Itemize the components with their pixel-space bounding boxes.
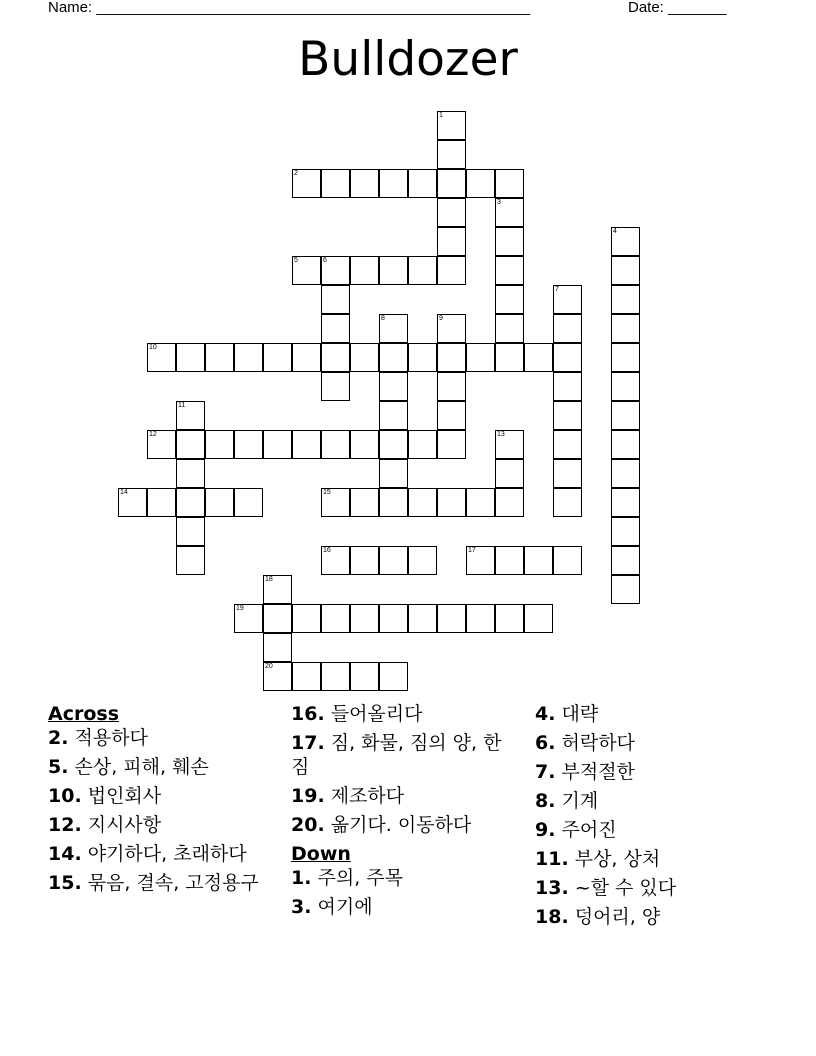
grid-cell[interactable]	[495, 198, 524, 227]
grid-cell[interactable]	[263, 604, 292, 633]
grid-cell[interactable]	[350, 343, 379, 372]
grid-cell[interactable]	[321, 285, 350, 314]
grid-cell[interactable]	[437, 372, 466, 401]
grid-cell[interactable]	[379, 343, 408, 372]
grid-cell[interactable]	[263, 633, 292, 662]
across-clue-20: 20. 옮기다. 이동하다	[291, 814, 472, 836]
down-clue-9: 9. 주어진	[535, 819, 617, 841]
grid-cell[interactable]	[321, 256, 350, 285]
grid-cell[interactable]	[350, 662, 379, 691]
grid-cell[interactable]	[321, 372, 350, 401]
grid-cell[interactable]	[408, 343, 437, 372]
grid-cell[interactable]	[263, 575, 292, 604]
grid-cell[interactable]	[321, 604, 350, 633]
grid-cell[interactable]	[176, 459, 205, 488]
name-field[interactable]: Name: ____________________________________________________	[48, 0, 531, 16]
across-heading: Across	[48, 703, 120, 725]
grid-cell[interactable]	[437, 343, 466, 372]
down-clue-8: 8. 기계	[535, 790, 599, 812]
date-field[interactable]: Date: _______	[628, 0, 727, 16]
grid-cell[interactable]	[408, 604, 437, 633]
grid-cell[interactable]	[321, 546, 350, 575]
grid-cell[interactable]	[408, 430, 437, 459]
clue-number: 14	[120, 489, 128, 496]
grid-cell[interactable]	[611, 575, 640, 604]
clue-number: 1	[439, 112, 443, 119]
clue-number: 10	[149, 344, 157, 351]
grid-cell[interactable]	[176, 546, 205, 575]
grid-cell[interactable]	[408, 169, 437, 198]
grid-cell[interactable]	[321, 488, 350, 517]
grid-cell[interactable]	[379, 604, 408, 633]
grid-cell[interactable]	[553, 430, 582, 459]
grid-cell[interactable]	[234, 430, 263, 459]
grid-cell[interactable]	[379, 314, 408, 343]
grid-cell[interactable]	[321, 314, 350, 343]
grid-cell[interactable]	[147, 430, 176, 459]
grid-cell[interactable]	[292, 430, 321, 459]
grid-cell[interactable]	[611, 372, 640, 401]
grid-cell[interactable]	[379, 430, 408, 459]
grid-cell[interactable]	[176, 430, 205, 459]
grid-cell[interactable]	[495, 314, 524, 343]
grid-cell[interactable]	[553, 343, 582, 372]
grid-cell[interactable]	[553, 314, 582, 343]
grid-cell[interactable]	[611, 546, 640, 575]
across-clue-10: 10. 법인회사	[48, 785, 162, 807]
page-title: Bulldozer	[298, 32, 518, 87]
grid-cell[interactable]	[553, 488, 582, 517]
clue-number: 8	[381, 315, 385, 322]
across-clue-17: 17. 짐, 화물, 짐의 양, 한 짐	[291, 732, 502, 778]
grid-cell[interactable]	[408, 488, 437, 517]
grid-cell[interactable]	[495, 285, 524, 314]
grid-cell[interactable]	[350, 488, 379, 517]
grid-cell[interactable]	[437, 314, 466, 343]
grid-cell[interactable]	[466, 488, 495, 517]
grid-cell[interactable]	[292, 343, 321, 372]
grid-cell[interactable]	[350, 604, 379, 633]
grid-cell[interactable]	[263, 343, 292, 372]
grid-cell[interactable]	[466, 604, 495, 633]
grid-cell[interactable]	[379, 459, 408, 488]
grid-cell[interactable]	[611, 430, 640, 459]
grid-cell[interactable]	[437, 401, 466, 430]
grid-cell[interactable]	[466, 546, 495, 575]
down-heading: Down	[291, 843, 351, 865]
grid-cell[interactable]	[350, 430, 379, 459]
grid-cell[interactable]	[553, 401, 582, 430]
grid-cell[interactable]	[205, 430, 234, 459]
grid-cell[interactable]	[176, 488, 205, 517]
across-clue-14: 14. 야기하다, 초래하다	[48, 843, 247, 865]
grid-cell[interactable]	[611, 314, 640, 343]
down-clue-13: 13. ~할 수 있다	[535, 877, 677, 899]
grid-cell[interactable]	[495, 227, 524, 256]
clue-number: 20	[265, 663, 273, 670]
grid-cell[interactable]	[350, 169, 379, 198]
grid-cell[interactable]	[437, 140, 466, 169]
grid-cell[interactable]	[611, 256, 640, 285]
clue-number: 17	[468, 547, 476, 554]
grid-cell[interactable]	[466, 343, 495, 372]
clue-number: 5	[294, 257, 298, 264]
grid-cell[interactable]	[147, 488, 176, 517]
grid-cell[interactable]	[379, 169, 408, 198]
clue-number: 3	[497, 199, 501, 206]
clue-number: 11	[178, 402, 186, 409]
grid-cell[interactable]	[176, 517, 205, 546]
down-clue-1: 1. 주의, 주목	[291, 867, 403, 889]
grid-cell[interactable]	[495, 430, 524, 459]
grid-cell[interactable]	[495, 546, 524, 575]
grid-cell[interactable]	[553, 546, 582, 575]
down-clue-3: 3. 여기에	[291, 896, 373, 918]
across-clue-15: 15. 묶음, 결속, 고정용구	[48, 872, 259, 894]
grid-cell[interactable]	[437, 169, 466, 198]
grid-cell[interactable]	[408, 546, 437, 575]
grid-cell[interactable]	[495, 459, 524, 488]
down-clue-11: 11. 부상, 상처	[535, 848, 661, 870]
grid-cell[interactable]	[466, 169, 495, 198]
grid-cell[interactable]	[321, 343, 350, 372]
grid-cell[interactable]	[292, 256, 321, 285]
down-clue-6: 6. 허락하다	[535, 732, 635, 754]
clue-number: 6	[323, 257, 327, 264]
grid-cell[interactable]	[524, 546, 553, 575]
grid-cell[interactable]	[408, 256, 437, 285]
grid-cell[interactable]	[437, 256, 466, 285]
grid-cell[interactable]	[263, 430, 292, 459]
grid-cell[interactable]	[350, 256, 379, 285]
grid-cell[interactable]	[611, 517, 640, 546]
clue-number: 2	[294, 170, 298, 177]
grid-cell[interactable]	[176, 401, 205, 430]
grid-cell[interactable]	[292, 169, 321, 198]
grid-cell[interactable]	[611, 459, 640, 488]
across-clue-12: 12. 지시사항	[48, 814, 162, 836]
grid-cell[interactable]	[437, 111, 466, 140]
grid-cell[interactable]	[147, 343, 176, 372]
clue-column-3	[535, 702, 755, 934]
grid-cell[interactable]	[379, 401, 408, 430]
grid-cell[interactable]	[234, 604, 263, 633]
grid-cell[interactable]	[321, 430, 350, 459]
across-clue-5: 5. 손상, 피해, 훼손	[48, 756, 209, 778]
grid-cell[interactable]	[495, 169, 524, 198]
grid-cell[interactable]	[611, 488, 640, 517]
grid-cell[interactable]	[495, 256, 524, 285]
clue-number: 18	[265, 576, 273, 583]
grid-cell[interactable]	[379, 488, 408, 517]
grid-cell[interactable]	[321, 662, 350, 691]
grid-cell[interactable]	[437, 227, 466, 256]
down-clue-4: 4. 대략	[535, 703, 599, 725]
grid-cell[interactable]	[263, 662, 292, 691]
grid-cell[interactable]	[611, 285, 640, 314]
grid-cell[interactable]	[350, 546, 379, 575]
clue-number: 7	[555, 286, 559, 293]
grid-cell[interactable]	[292, 662, 321, 691]
grid-cell[interactable]	[553, 459, 582, 488]
down-clue-18: 18. 덩어리, 양	[535, 906, 661, 928]
clue-number: 9	[439, 315, 443, 322]
down-clue-7: 7. 부적절한	[535, 761, 635, 783]
grid-cell[interactable]	[495, 488, 524, 517]
grid-cell[interactable]	[292, 604, 321, 633]
grid-cell[interactable]	[234, 488, 263, 517]
grid-cell[interactable]	[437, 430, 466, 459]
grid-cell[interactable]	[379, 256, 408, 285]
grid-cell[interactable]	[611, 401, 640, 430]
clue-number: 13	[497, 431, 505, 438]
grid-cell[interactable]	[234, 343, 263, 372]
grid-cell[interactable]	[495, 343, 524, 372]
grid-cell[interactable]	[379, 546, 408, 575]
grid-cell[interactable]	[524, 343, 553, 372]
grid-cell[interactable]	[437, 488, 466, 517]
clue-number: 15	[323, 489, 331, 496]
grid-cell[interactable]	[379, 662, 408, 691]
grid-cell[interactable]	[524, 604, 553, 633]
grid-cell[interactable]	[553, 285, 582, 314]
clue-number: 16	[323, 547, 331, 554]
grid-cell[interactable]	[379, 372, 408, 401]
grid-cell[interactable]	[553, 372, 582, 401]
grid-cell[interactable]	[495, 604, 524, 633]
grid-cell[interactable]	[205, 488, 234, 517]
grid-cell[interactable]	[176, 343, 205, 372]
clue-column-1	[48, 702, 268, 900]
clue-number: 12	[149, 431, 157, 438]
across-clue-16: 16. 들어올리다	[291, 703, 423, 725]
grid-cell[interactable]	[205, 343, 234, 372]
across-clue-19: 19. 제조하다	[291, 785, 405, 807]
clue-number: 4	[613, 228, 617, 235]
grid-cell[interactable]	[437, 604, 466, 633]
across-clue-2: 2. 적용하다	[48, 727, 148, 749]
clue-number: 19	[236, 605, 244, 612]
clue-column-2	[291, 702, 516, 924]
grid-cell[interactable]	[321, 169, 350, 198]
grid-cell[interactable]	[118, 488, 147, 517]
grid-cell[interactable]	[437, 198, 466, 227]
grid-cell[interactable]	[611, 227, 640, 256]
grid-cell[interactable]	[611, 343, 640, 372]
